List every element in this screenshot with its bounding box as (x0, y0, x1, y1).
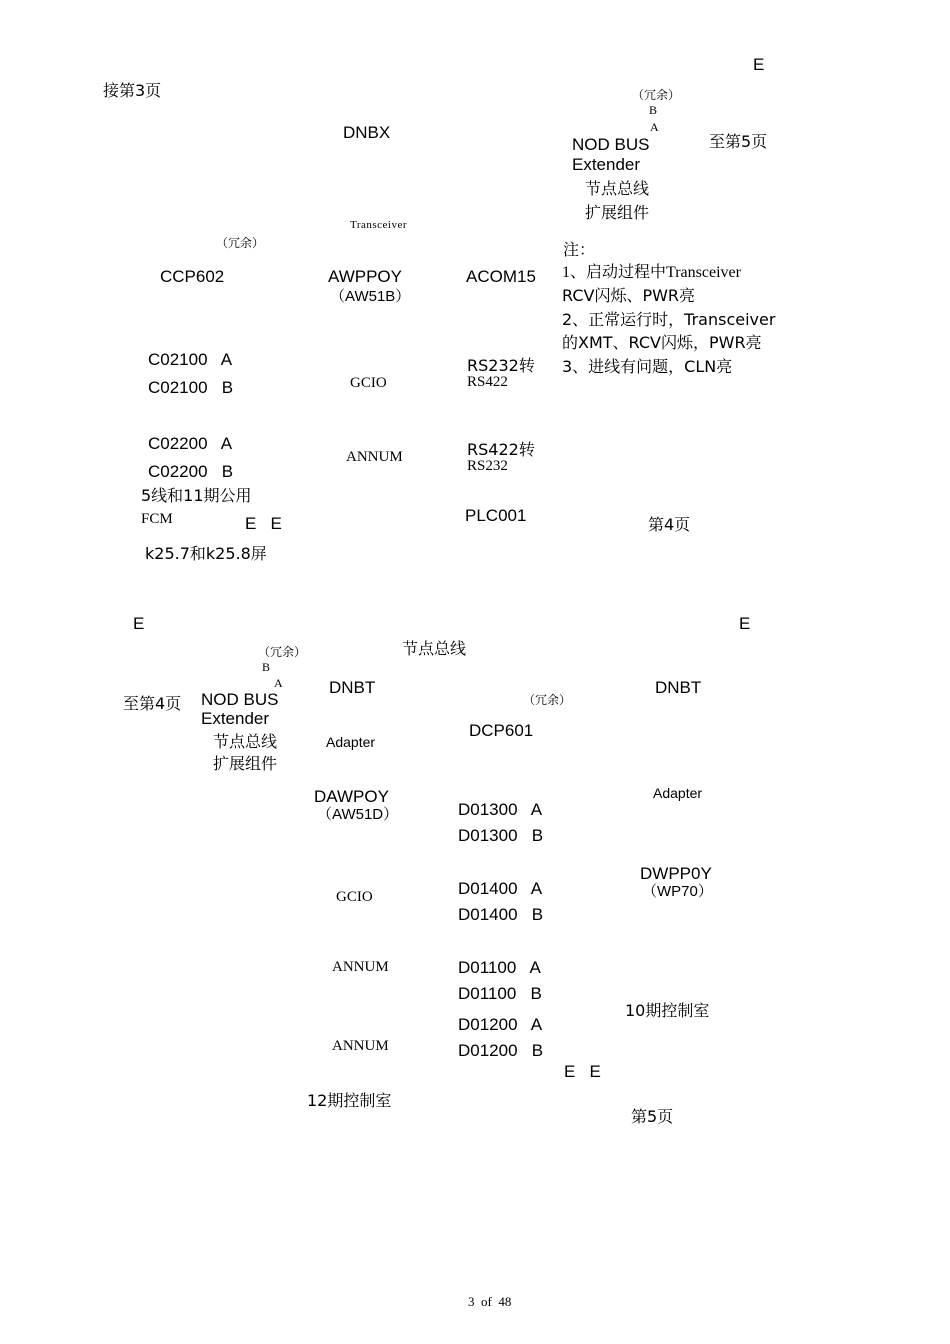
rs422-label: RS422 (467, 374, 508, 390)
adapter-right-label: Adapter (653, 785, 703, 801)
c02100b-label: C02100 B (148, 378, 234, 397)
page4-label: 第4页 (648, 515, 691, 534)
e-label-top-right: E (753, 55, 765, 74)
wp70-label: （WP70） (642, 883, 713, 900)
d01200b-label: D01200 B (458, 1041, 544, 1060)
dawpoy-label: DAWPOY (314, 787, 389, 806)
annum-label-2: ANNUM (332, 959, 389, 975)
adapter-left-label: Adapter (326, 734, 376, 750)
gcio-label-1: GCIO (350, 375, 387, 391)
aw51b-label: （AW51B） (330, 288, 411, 305)
fcm-label: FCM (141, 511, 173, 527)
d01400a-label: D01400 A (458, 879, 543, 898)
ext-module-cn-label: 扩展组件 (585, 203, 650, 222)
to-page4-label: 至第4页 (123, 694, 182, 713)
screens-label: k25.7和k25.8屏 (145, 544, 267, 563)
to-page5-label: 至第5页 (709, 132, 768, 151)
d01400b-label: D01400 B (458, 905, 544, 924)
plc001-label: PLC001 (465, 506, 527, 525)
note2-line2: 的XMT、RCV闪烁，PWR亮 (562, 333, 762, 352)
acom15-label: ACOM15 (466, 267, 536, 286)
redundant-label-top: （冗余） (632, 88, 681, 102)
notes-title: 注： (563, 240, 596, 259)
d01300b-label: D01300 B (458, 826, 544, 845)
extender-label: Extender (572, 155, 641, 174)
page-number: 3 of 48 (468, 1294, 512, 1309)
c02200a-label: C02200 A (148, 434, 233, 453)
note1-line2: RCV闪烁、PWR亮 (562, 286, 696, 305)
annum-label-3: ANNUM (332, 1038, 389, 1054)
ee-label-page4: E E (245, 514, 282, 533)
rs422-to-label: RS422转 (467, 440, 535, 459)
e-label-left: E (133, 614, 145, 633)
d01200a-label: D01200 A (458, 1015, 543, 1034)
e-label-right: E (739, 614, 751, 633)
d01100b-label: D01100 B (458, 984, 542, 1003)
c02200b-label: C02200 B (148, 462, 234, 481)
note2-line1: 2、正常运行时，Transceiver (562, 310, 776, 329)
ext-module-cn-label-page5: 扩展组件 (213, 754, 278, 773)
a-label: A (650, 120, 659, 134)
note1-line1: 1、启动过程中Transceiver (562, 264, 741, 281)
page5-label: 第5页 (631, 1107, 674, 1126)
extender-label-page5: Extender (201, 709, 270, 728)
a-label-page5: A (274, 676, 283, 690)
transceiver-label: Transceiver (350, 219, 408, 231)
control-room-12-label: 12期控制室 (307, 1091, 392, 1110)
b-label-page5: B (262, 660, 271, 674)
redundant-label-left: （冗余） (216, 236, 265, 250)
aw51d-label: （AW51D） (317, 806, 399, 823)
note3: 3、进线有问题，CLN亮 (562, 357, 733, 376)
dwpp0y-label: DWPP0Y (640, 864, 712, 883)
dnbx-label: DNBX (343, 123, 391, 142)
d01100a-label: D01100 A (458, 958, 541, 977)
c02100a-label: C02100 A (148, 350, 233, 369)
ccp602-label: CCP602 (160, 267, 225, 286)
from-page3-label: 接第3页 (103, 81, 162, 100)
ee-label-page5: E E (564, 1062, 601, 1081)
shared-lines-label: 5线和11期公用 (141, 486, 252, 505)
b-label: B (649, 103, 658, 117)
awppoy-label: AWPPOY (328, 267, 402, 286)
node-bus-cn-label-page5: 节点总线 (213, 732, 278, 751)
nod-bus-label-page5: NOD BUS (201, 690, 279, 709)
d01300a-label: D01300 A (458, 800, 543, 819)
dnbt-right-label: DNBT (655, 678, 702, 697)
rs232-label: RS232 (467, 458, 508, 474)
dnbt-left-label: DNBT (329, 678, 376, 697)
dcp601-label: DCP601 (469, 721, 534, 740)
rs232-to-label: RS232转 (467, 356, 535, 375)
annum-label-1: ANNUM (346, 449, 403, 465)
redundant-label-page5-top: （冗余） (258, 645, 307, 659)
control-room-10-label: 10期控制室 (625, 1001, 710, 1020)
node-bus-title: 节点总线 (402, 639, 467, 658)
node-bus-cn-label: 节点总线 (585, 179, 650, 198)
nod-bus-label: NOD BUS (572, 135, 650, 154)
redundant-label-mid: （冗余） (523, 693, 572, 707)
gcio-label-2: GCIO (336, 889, 373, 905)
